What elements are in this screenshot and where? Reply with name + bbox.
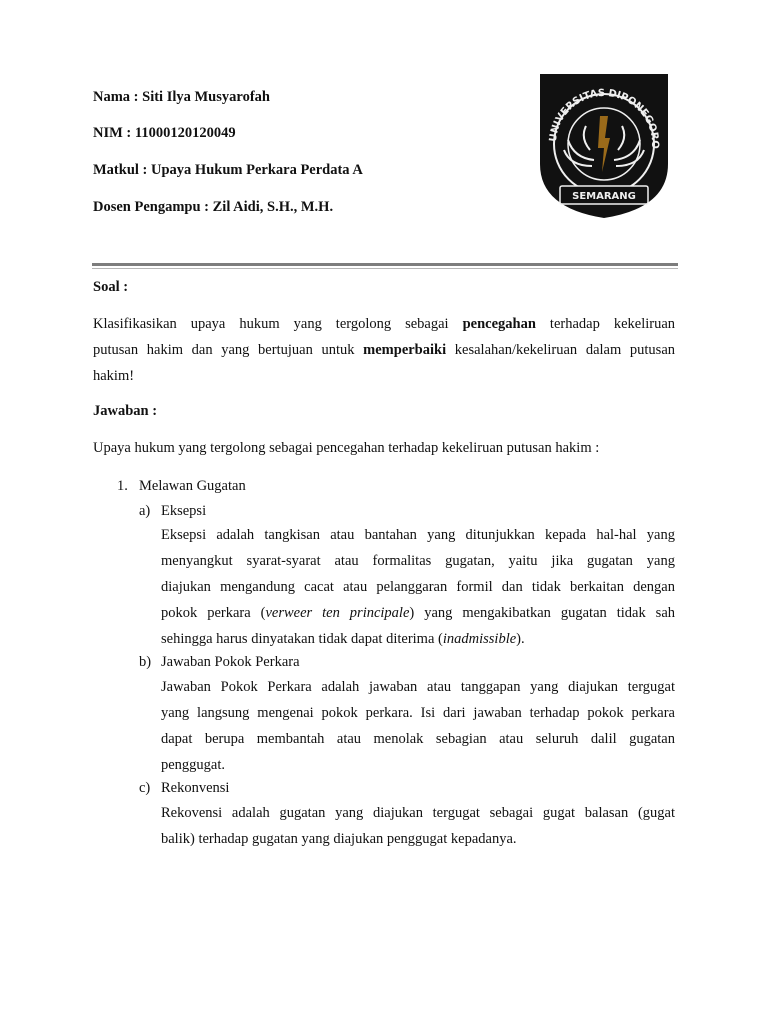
- soal-line-2: [93, 337, 675, 363]
- soal-line-1: [93, 311, 675, 337]
- subitem-c-line-1: Rekovensi adalah gugatan yang diajukan tergugat sebagai gugat balasan (gugat: [161, 805, 675, 821]
- lecturer-name: Dosen Pengampu : Zil Aidi, S.H., M.H.: [93, 199, 334, 215]
- subitem-a-line-4: [161, 600, 675, 626]
- student-name: Nama : Siti Ilya Musyarofah: [93, 89, 270, 105]
- list-item-title: Melawan Gugatan: [139, 478, 246, 494]
- student-nim: NIM : 11000120120049: [93, 125, 236, 141]
- subitem-a-line-5-text-end: ).: [516, 631, 525, 647]
- subitem-b-line-3: dapat berupa membantah atau menolak sebagian atau seluruh dalil gugatan: [161, 731, 675, 747]
- subitem-a-line-4-text: pokok perkara (: [161, 605, 266, 621]
- section-divider: [92, 263, 678, 266]
- jawaban-intro: Upaya hukum yang tergolong sebagai pencegahan terhadap kekeliruan putusan hakim :: [93, 440, 600, 456]
- subitem-a-line-5: [161, 626, 675, 652]
- course-name: Matkul : Upaya Hukum Perkara Perdata A: [93, 162, 363, 178]
- soal-label: Soal :: [93, 279, 129, 295]
- soal-line-3: hakim!: [93, 368, 135, 384]
- soal-line-2-text: putusan hakim dan yang bertujuan untuk: [93, 342, 355, 358]
- list-item-number: 1.: [117, 478, 128, 494]
- logo-arc-text-left: UNIVERSITAS: [547, 87, 606, 143]
- subitem-title-c: Rekonvensi: [161, 780, 230, 796]
- soal-line-1-bold: pencegahan: [462, 316, 536, 332]
- subitem-a-line-3: diajukan mengandung cacat atau pelanggaran formil dan tidak berkaitan dengan: [161, 579, 675, 595]
- soal-line-1-text-end: terhadap kekeliruan: [549, 316, 676, 332]
- subitem-title-b: Jawaban Pokok Perkara: [161, 654, 300, 670]
- university-logo-emblem: [534, 68, 674, 220]
- subitem-marker-a: a): [139, 503, 151, 519]
- soal-text: [93, 311, 675, 389]
- subitem-title-a: Eksepsi: [161, 503, 207, 519]
- subitem-marker-b: b): [139, 654, 152, 670]
- subitem-text-b: [161, 674, 675, 778]
- soal-line-2-bold: memperbaiki: [363, 342, 447, 358]
- jawaban-label: Jawaban :: [93, 403, 158, 419]
- soal-line-1-text: Klasifikasikan upaya hukum yang tergolong sebagai: [93, 316, 449, 332]
- logo-banner-text: SEMARANG: [572, 191, 636, 202]
- university-logo: [534, 68, 674, 220]
- logo-arc-text-right: DIPONEGORO: [607, 88, 661, 149]
- subitem-marker-c: c): [139, 780, 151, 796]
- subitem-c-line-2: balik) terhadap gugatan yang diajukan penggugat kepadanya.: [161, 831, 517, 847]
- subitem-a-line-4-italic: verweer ten principale: [265, 605, 410, 621]
- subitem-text-a: [161, 522, 675, 652]
- subitem-a-line-5-italic: inadmissible: [442, 631, 517, 647]
- subitem-a-line-2: menyangkut syarat-syarat atau formalitas gugatan, yaitu jika gugatan yang: [161, 553, 675, 569]
- section-divider-thin: [92, 268, 678, 269]
- subitem-a-line-4-text-end: ) yang mengakibatkan gugatan tidak sah: [409, 605, 676, 621]
- soal-line-2-text-end: kesalahan/kekeliruan dalam putusan: [454, 342, 675, 358]
- subitem-b-line-4: penggugat.: [161, 757, 226, 773]
- subitem-b-line-1: Jawaban Pokok Perkara adalah jawaban atau tanggapan yang diajukan tergugat: [161, 679, 675, 695]
- subitem-b-line-2: yang langsung mengenai pokok perkara. Isi dari jawaban terhadap pokok perkara: [161, 705, 675, 721]
- subitem-text-c: [161, 800, 675, 852]
- subitem-a-line-5-text: sehingga harus dinyatakan tidak dapat diterima (: [161, 631, 443, 647]
- subitem-a-line-1: Eksepsi adalah tangkisan atau bantahan yang ditunjukkan kepada hal-hal yang: [161, 527, 675, 543]
